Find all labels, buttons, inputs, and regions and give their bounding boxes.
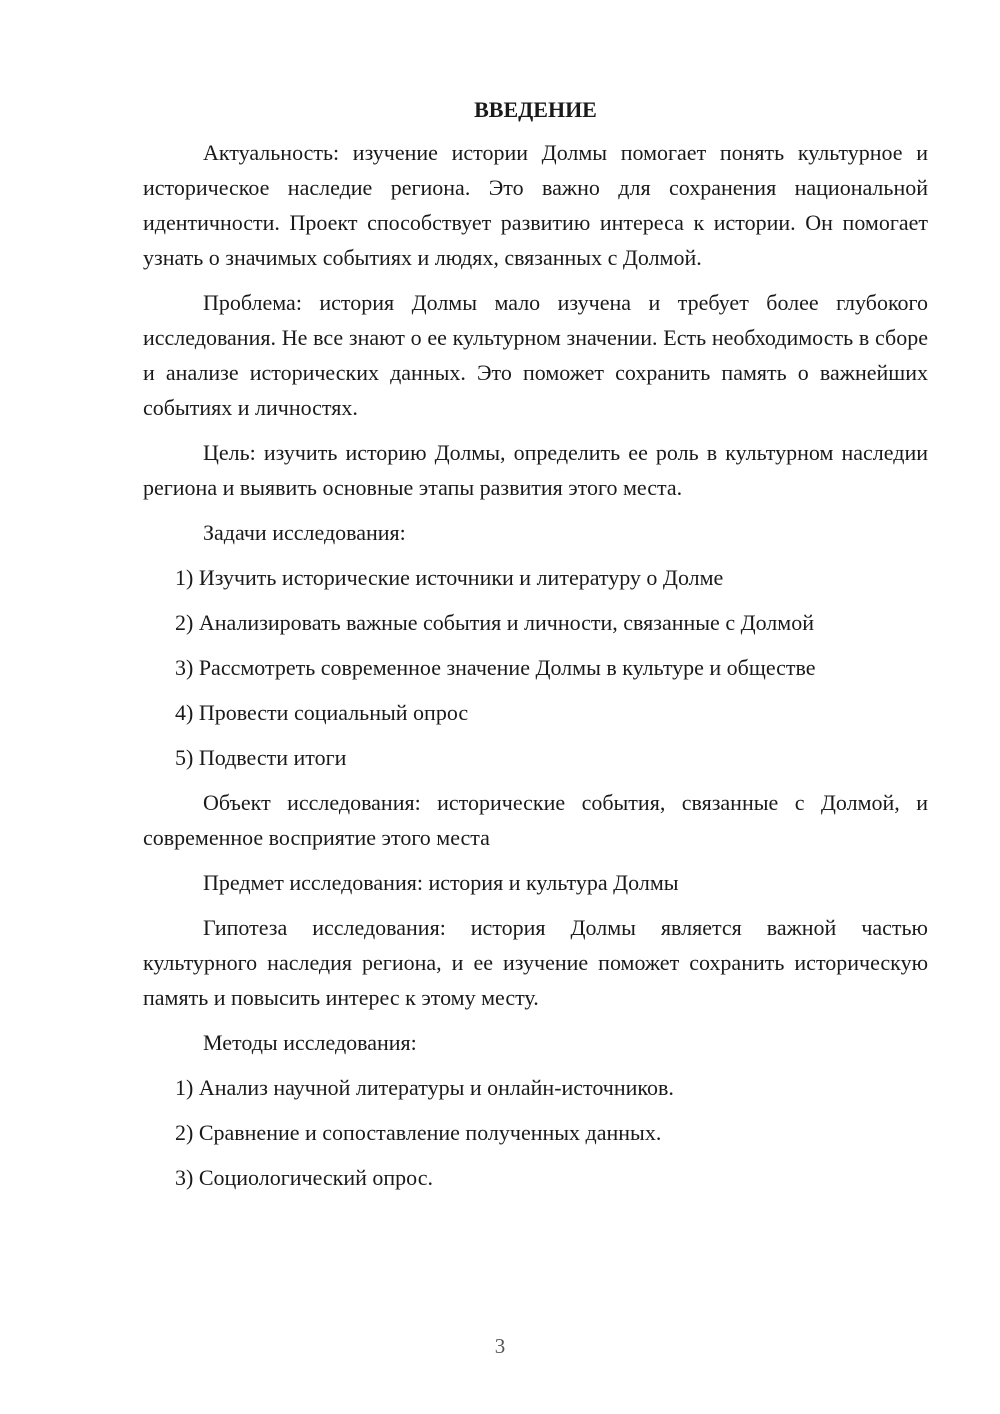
list-item: 2) Анализировать важные события и личности, связанные с Долмой xyxy=(175,610,814,635)
list-item: 5) Подвести итоги xyxy=(175,745,347,770)
list-item: 2) Сравнение и сопоставление полученных данных. xyxy=(175,1120,662,1145)
list-item: 3) Социологический опрос. xyxy=(175,1165,433,1190)
list-item: 1) Изучить исторические источники и литературу о Долме xyxy=(175,565,724,590)
problem-paragraph: Проблема: история Долмы мало изучена и требует более глубокого исследования. Не все знают о ее культурном значении. Есть необходимость в сборе и анализе исторических данных. Это поможет сохранить память о важнейших событиях и личностях. xyxy=(143,290,928,420)
list-item: 4) Провести социальный опрос xyxy=(175,700,469,725)
relevance-paragraph: Актуальность: изучение истории Долмы помогает понять культурное и историческое наследие региона. Это важно для сохранения национальной идентичности. Проект способствует развитию интереса к истории. Он помогает узнать о значимых событиях и людях, связанных с Долмой. xyxy=(143,140,928,270)
list-item: 3) Рассмотреть современное значение Долмы в культуре и обществе xyxy=(175,655,816,680)
list-item: 1) Анализ научной литературы и онлайн-источников. xyxy=(175,1075,674,1100)
page-title: ВВЕДЕНИЕ xyxy=(474,97,597,122)
tasks-heading: Задачи исследования: xyxy=(203,520,406,545)
hypothesis-paragraph: Гипотеза исследования: история Долмы является важной частью культурного наследия региона, и ее изучение поможет сохранить историческую память и повысить интерес к этому месту. xyxy=(143,915,928,1010)
subject-paragraph: Предмет исследования: история и культура Долмы xyxy=(203,870,679,895)
methods-heading: Методы исследования: xyxy=(203,1030,417,1055)
object-paragraph: Объект исследования: исторические события, связанные с Долмой, и современное восприятие этого места xyxy=(143,790,928,850)
methods-list xyxy=(143,1070,928,1195)
document-page xyxy=(143,95,928,1205)
page-number: 3 xyxy=(494,1334,506,1358)
tasks-list xyxy=(143,560,928,775)
goal-paragraph: Цель: изучить историю Долмы, определить ее роль в культурном наследии региона и выявить основные этапы развития этого места. xyxy=(143,440,928,500)
